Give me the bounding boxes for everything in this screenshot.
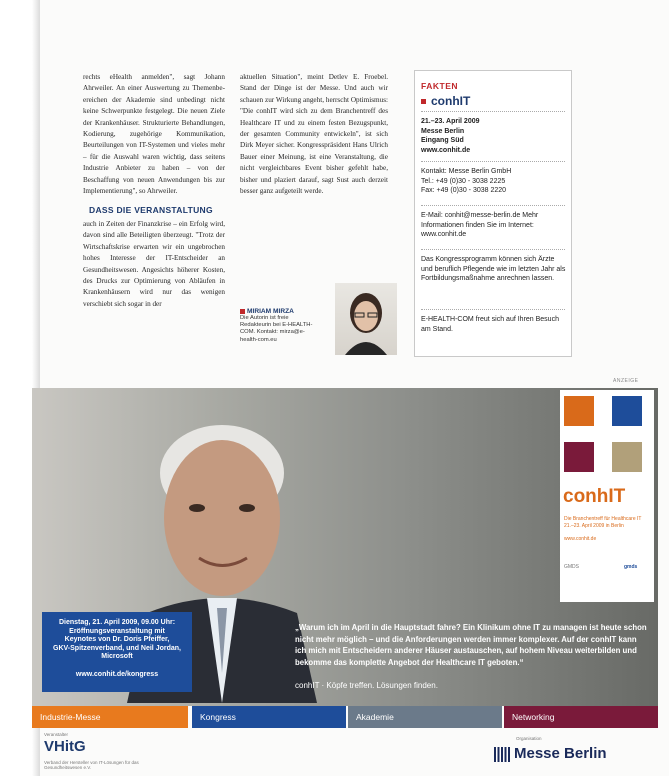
vhitg-caption: Verband der Hersteller von IT-Lösungen für das Gesundheitswesen e.V.: [44, 760, 139, 770]
fakten-title-text: conhIT: [431, 94, 471, 108]
fakten-fax: Fax: +49 (0)30 - 3038 2220: [421, 187, 507, 195]
nav-networking[interactable]: Networking: [504, 706, 658, 728]
ad-nav-bar: [32, 706, 658, 728]
fakten-url[interactable]: www.conhit.de: [421, 146, 471, 154]
author-photo: [335, 283, 397, 355]
article-paragraph: auch in Zeiten der Finanzkrise – ein Erfolg wird, davon sind alle Beteiligten überzeugt. "Trotz der Wirtschaftskrise erwarten wir ein ungebrochen hohes Interesse der IT-Entscheider an Gesundheitswesen. Angesichts höherer Kosten, des Drucks zur Optimierung von Abläufen in Krankenhäusern wird nur das wenigen verschiebt sich sogar in der: [83, 219, 225, 308]
box-url[interactable]: www.conhit.de/kongress: [75, 670, 159, 678]
fakten-note: E-HEALTH-COM freut sich auf Ihren Besuch am Stand.: [421, 316, 559, 333]
blue-head-icon: [612, 396, 642, 426]
ad-quote: „Warum ich im April in die Hauptstadt fahre? Ein Klinikum ohne IT zu managen ist heute schon nicht mehr möglich – und die Anforderungen werden immer komplexer. Auf der conhIT kann ich mich mit Entscheidern anderer Häuser austauschen, auf hohem Niveau weiterbilden und bekomme das komplette Angebot der Healthcare IT geboten.“: [295, 623, 647, 667]
ad-footer: [32, 730, 658, 772]
ad-tagline: conhIT · Köpfe treffen. Lösungen finden.: [295, 681, 438, 690]
divider: [421, 161, 565, 162]
org-label: Veranstalter: [44, 732, 69, 737]
fakten-program: Das Kongressprogramm können sich Ärzte und beruflich Pflegende wie im letzten Jahr als Fortbildungsmaßnahme anrechnen lassen.: [421, 256, 566, 283]
messe-label: Organisation: [516, 736, 542, 741]
fakten-email: E-Mail: conhit@messe-berlin.de Mehr Informationen finden Sie im Internet: www.conhit.de: [421, 212, 539, 239]
box-line: Microsoft: [101, 653, 133, 661]
divider: [421, 309, 565, 310]
fakten-label: FAKTEN: [421, 81, 458, 91]
article-paragraph: aktuellen Situation", meint Detlev E. Froebel. Stand der Dinge ist der Messe. Und auch wir schauen zur Wirkung angeht, herrscht Optimismus: "Die conhIT wird sich zu dem Branchentreff des Healthcare IT und zu einem festen Bezugspunkt, der gesamten Community entwickeln", ist sich Dirk Meyer sicher. Kongresspräsident Hans Ulrich Bauer einer Meinung, ist eine Veranstaltung, die nicht vergleichbares Event bisher gefehlt habe, bisher und plaziert darauf, sagt Sust auch derzeit besser ganz aufgeteilt werde.: [240, 73, 388, 196]
conhit-dates: 21.–23. April 2009 in Berlin: [564, 523, 624, 529]
conhit-site: www.conhit.de: [564, 536, 597, 542]
red-square-icon: [240, 309, 245, 314]
messe-berlin-logo: Messe Berlin: [514, 745, 607, 762]
divider: [421, 249, 565, 250]
conhit-logo: conhIT: [563, 486, 626, 507]
box-line: Dienstag, 21. April 2009, 09.00 Uhr:: [58, 619, 176, 626]
box-line: GKV-Spitzenverband, und Neil Jordan,: [53, 644, 181, 652]
beige-head-icon: [612, 442, 642, 472]
fakten-tel: Tel.: +49 (0)30 - 3038 2225: [421, 177, 506, 185]
article-column-1: [83, 72, 225, 310]
conhit-subtitle: Die Branchentreff für Healthcare IT: [564, 516, 642, 522]
vhitg-logo: VHitG: [44, 738, 86, 755]
article-column-2: [240, 72, 388, 197]
orange-head-icon: [564, 396, 594, 426]
fakten-place2: Eingang Süd: [421, 137, 464, 145]
messe-berlin-icon: [494, 747, 510, 762]
fakten-dates: 21.–23. April 2009: [421, 118, 480, 125]
maroon-head-icon: [564, 442, 594, 472]
divider: [421, 111, 565, 112]
fakten-title: [421, 94, 470, 108]
fakten-contact: Kontakt: Messe Berlin GmbH: [421, 168, 512, 175]
fakten-box: [414, 70, 572, 357]
divider: [421, 205, 565, 206]
red-square-icon: [421, 99, 426, 104]
conhit-logo-panel: [560, 390, 654, 602]
author-name: MIRIAM MIRZA: [247, 308, 294, 315]
author-bio: Die Autorin ist freie Redakteurin bei E-HEALTH-COM. Kontakt: mirza@e-health-com.eu: [240, 315, 313, 343]
fakten-dates-block: [421, 117, 567, 155]
keynote-date-box: [42, 612, 192, 692]
article-paragraph: rechts eHealth anmelden", sagt Johann Ahrweiler. An einer Auswertung zu Themenbeereichen der Akademie sind unbedingt nicht keine Schwerpunkte festgelegt. Die neuen Ziele der Krankenhäuser. Strukturierte Behandlungen, Kodierung, zugehörige Kommunikation, Beurteilungen von IT-Systemen und vieles mehr – für die Auswahl waren wichtig, dass seitens Industrie Anbieter zu haben – von der Beschaffung von neuen Anwendungen bis zur Implementierung", so Ahrweiler.: [83, 73, 225, 196]
partner-logo: gmds: [624, 564, 638, 570]
box-line: Keynotes von Dr. Doris Pfeiffer,: [64, 636, 170, 644]
fakten-place1: Messe Berlin: [421, 127, 465, 135]
nav-kongress[interactable]: Kongress: [192, 706, 346, 728]
article-subheading: DASS DIE VERANSTALTUNG: [89, 205, 213, 216]
nav-akademie[interactable]: Akademie: [348, 706, 502, 728]
nav-industrie-messe[interactable]: Industrie-Messe: [32, 706, 188, 728]
partner-logo: GMDS: [564, 564, 579, 570]
ad-label: ANZEIGE: [613, 378, 639, 384]
box-line: Eröffnungsveranstaltung mit: [69, 627, 165, 635]
fakten-contact-block: [421, 167, 567, 196]
